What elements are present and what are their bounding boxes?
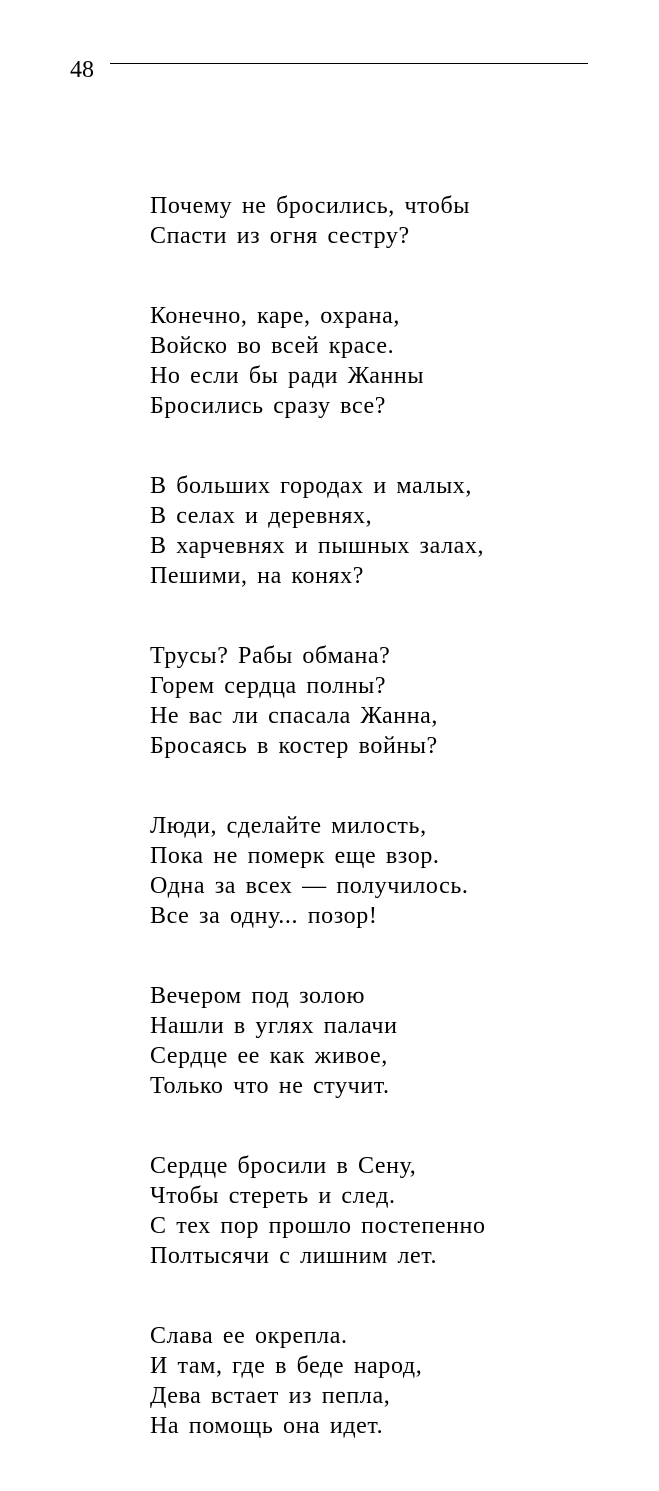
page-header <box>0 0 659 100</box>
page-number: 48 <box>70 57 94 83</box>
poem-line: Дева встает из пепла, <box>150 1383 391 1409</box>
poem-line: В селах и деревнях, <box>150 503 373 529</box>
poem-line: Спасти из огня сестру? <box>150 223 410 249</box>
poem-line: На помощь она идет. <box>150 1413 384 1439</box>
stanza-4 <box>150 641 630 761</box>
poem-line: Сердце бросили в Сену, <box>150 1153 417 1179</box>
poem-line: Пока не померк еще взор. <box>150 843 440 869</box>
poem-line: В харчевнях и пышных залах, <box>150 533 485 559</box>
stanza-1 <box>150 191 630 251</box>
poem-line: И там, где в беде народ, <box>150 1353 423 1379</box>
stanza-7 <box>150 1151 630 1271</box>
poem-line: Пешими, на конях? <box>150 563 365 589</box>
poem-line: Бросились сразу все? <box>150 393 387 419</box>
poem-line: Только что не стучит. <box>150 1073 390 1099</box>
poem-line: Полтысячи с лишним лет. <box>150 1243 438 1269</box>
poem-line: В больших городах и малых, <box>150 473 472 499</box>
poem-line: Не вас ли спасала Жанна, <box>150 703 439 729</box>
poem-line: Горем сердца полны? <box>150 673 387 699</box>
poem-line: Конечно, каре, охрана, <box>150 303 400 329</box>
poem-line: Нашли в углях палачи <box>150 1013 398 1039</box>
stanza-5 <box>150 811 630 931</box>
poem-line: Люди, сделайте милость, <box>150 813 427 839</box>
stanza-8 <box>150 1321 630 1441</box>
stanza-3 <box>150 471 630 591</box>
poem-line: Все за одну... позор! <box>150 903 378 929</box>
poem-line: Вечером под золою <box>150 983 366 1009</box>
poem-line: Но если бы ради Жанны <box>150 363 425 389</box>
poem-line: Чтобы стереть и след. <box>150 1183 396 1209</box>
poem-line: Сердце ее как живое, <box>150 1043 388 1069</box>
poem-line: Слава ее окрепла. <box>150 1323 348 1349</box>
poem-line: Трусы? Рабы обмана? <box>150 643 391 669</box>
stanza-6 <box>150 981 630 1101</box>
stanza-2 <box>150 301 630 421</box>
header-rule <box>110 63 588 64</box>
poem-line: Одна за всех — получилось. <box>150 873 469 899</box>
poem-line: Войско во всей красе. <box>150 333 395 359</box>
poem-line: Почему не бросились, чтобы <box>150 193 471 219</box>
poem-line: С тех пор прошло постепенно <box>150 1213 486 1239</box>
poem-line: Бросаясь в костер войны? <box>150 733 438 759</box>
poem <box>150 191 630 1491</box>
